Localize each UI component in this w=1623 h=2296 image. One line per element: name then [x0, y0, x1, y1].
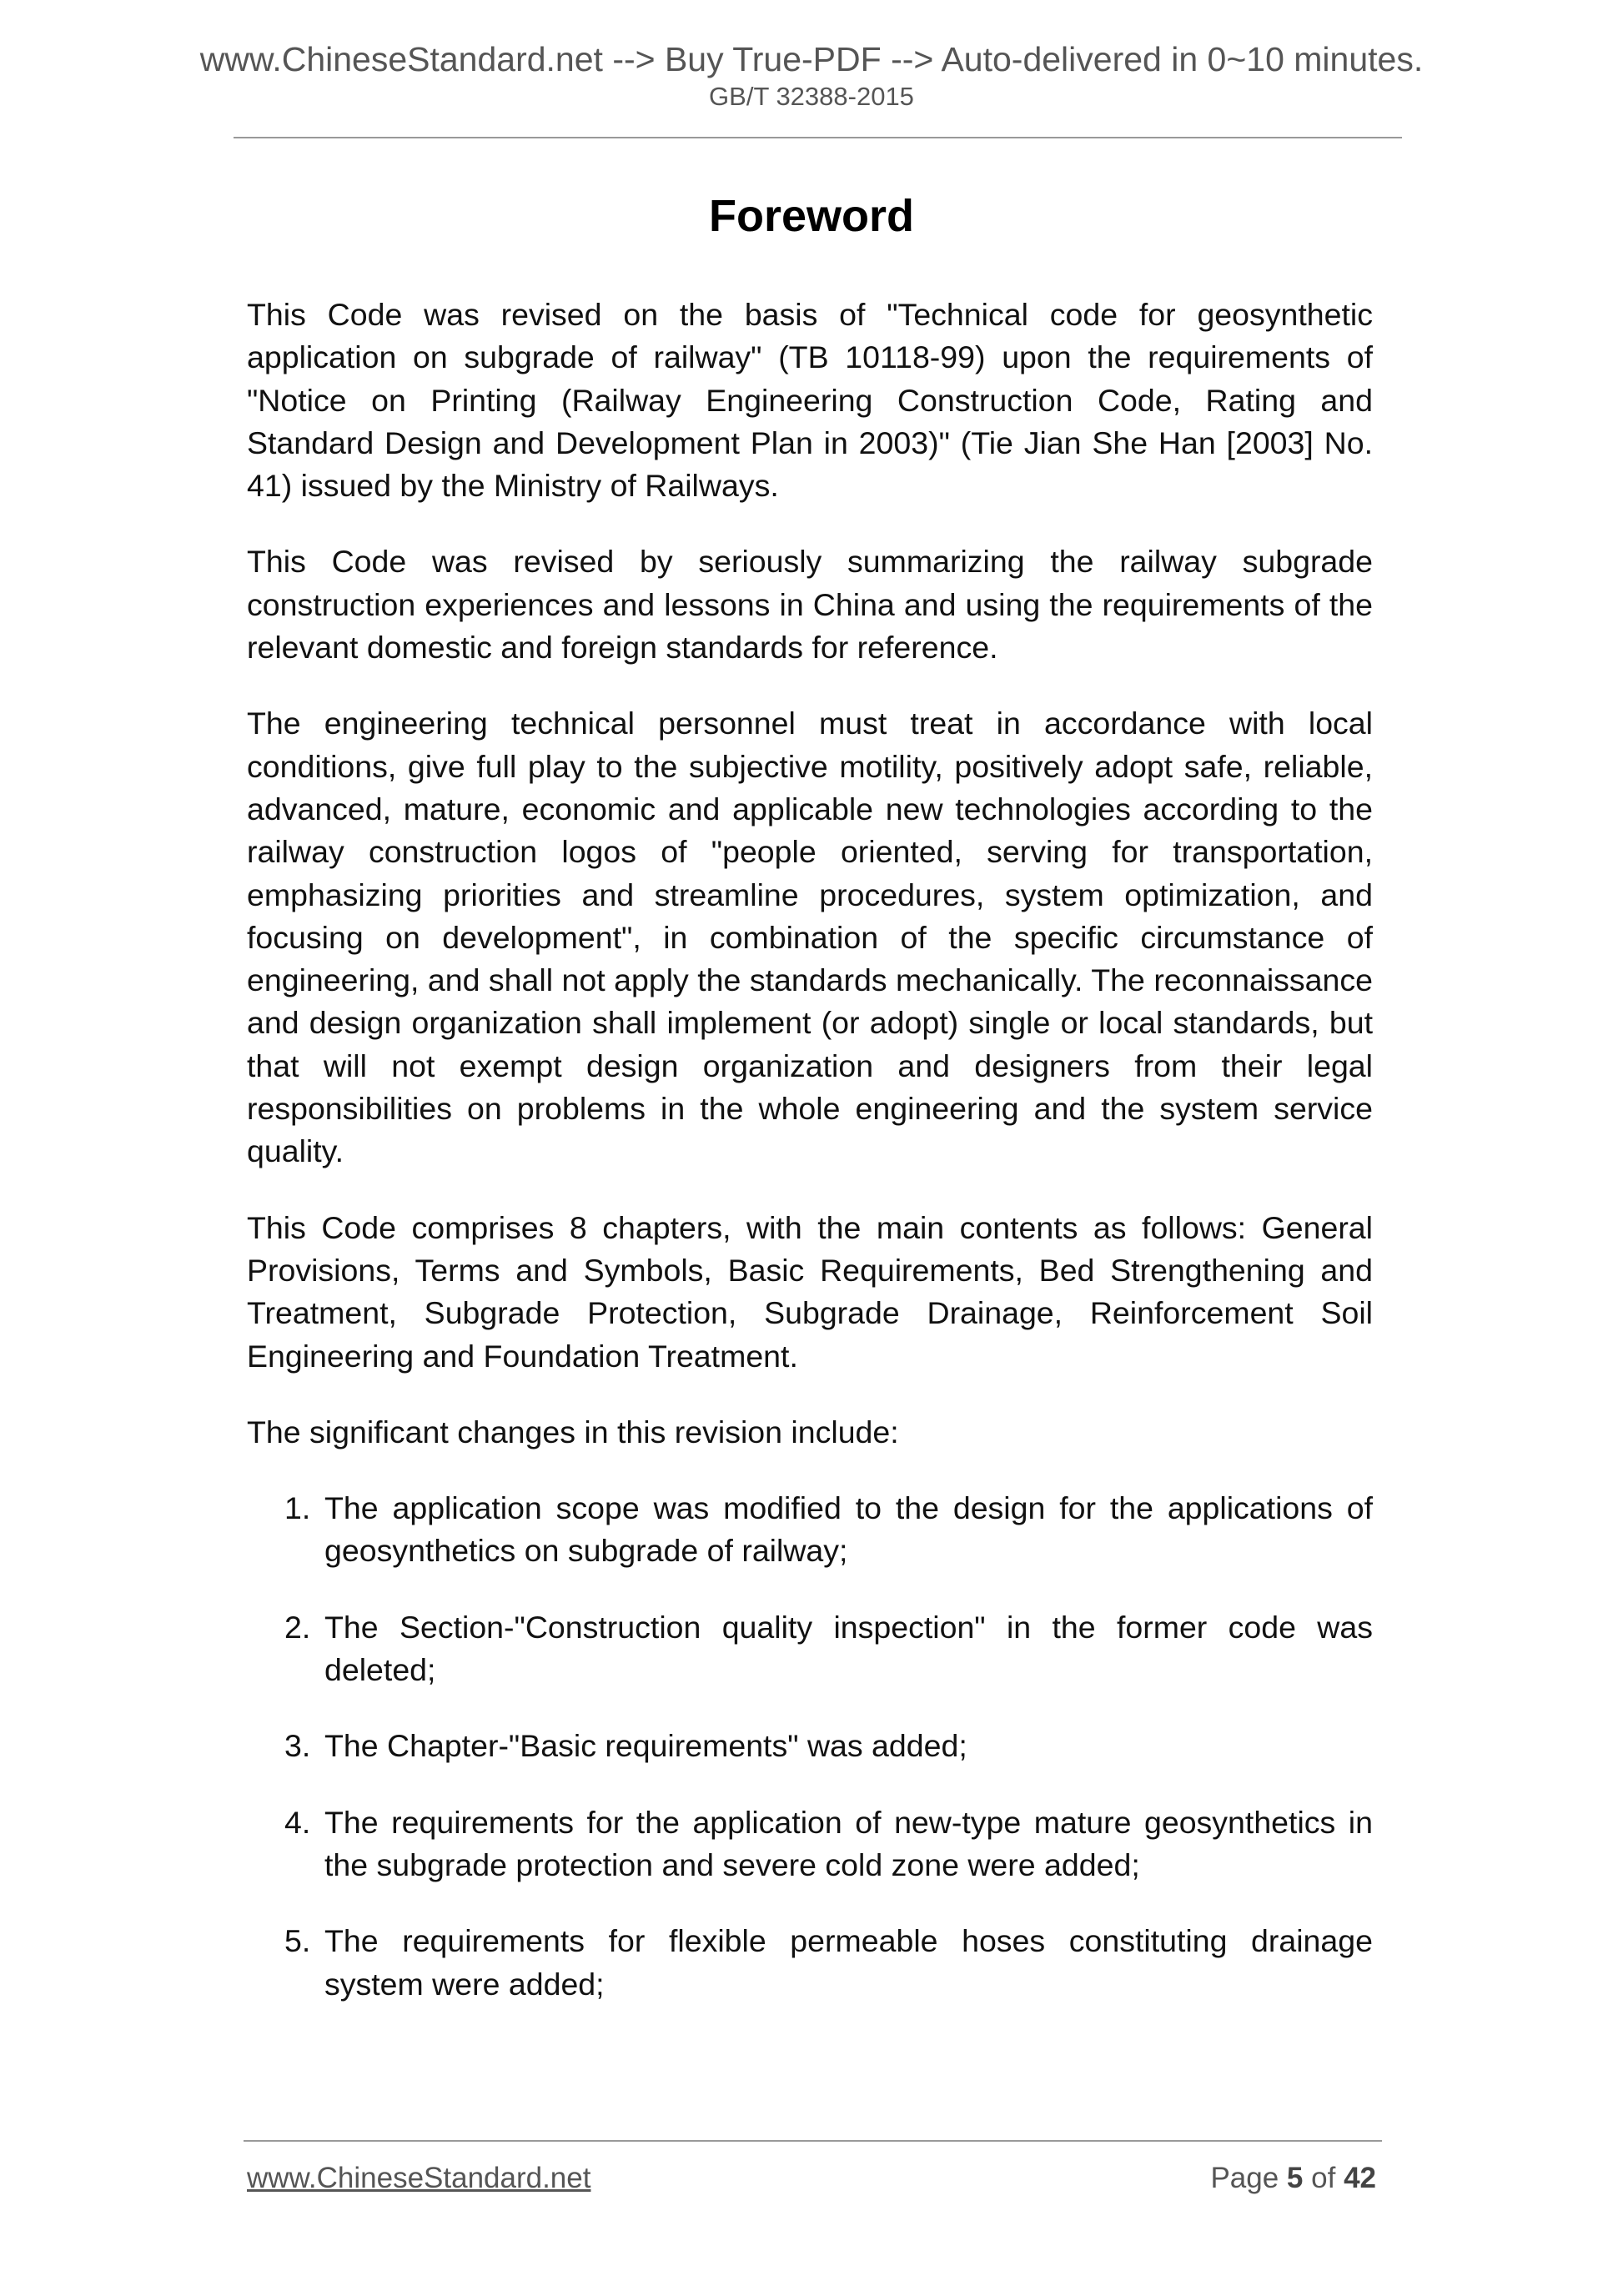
paragraph: This Code was revised on the basis of "Technical code for geosynthetic application on subgrade of railway" (TB 10118-99) upon the requirements of "Notice on Printing (Railway Engineering Construction Code, Rating and Standard Design and Development Plan in 2003)" (Tie Jian She Han [2003] No. 41) issued by the Ministry of Railways.	[247, 297, 1373, 504]
footer-divider	[244, 2140, 1382, 2142]
standard-number: GB/T 32388-2015	[709, 82, 914, 111]
page-of: of	[1311, 2162, 1336, 2194]
paragraph: This Code comprises 8 chapters, with the main contents as follows: General Provisions, Terms and Symbols, Basic Requirements, Bed Strengthening and Treatment, Subgrade Protection, Subgrade Drainage, Reinforcement Soil Engineering and Foundation Treatment.	[247, 1209, 1373, 1374]
list-number: 5.	[284, 1923, 311, 1959]
header-divider	[234, 137, 1402, 138]
changes-list	[247, 1487, 1373, 2006]
footer-website-link[interactable]: www.ChineseStandard.net	[247, 2162, 591, 2194]
foreword-body	[247, 294, 1373, 2039]
list-text: The requirements for the application of new-type mature geosynthetics in the subgrade protection and severe cold zone were added;	[324, 1804, 1373, 1882]
list-item	[247, 1725, 1373, 1767]
page-current: 5	[1286, 2162, 1304, 2194]
list-number: 4.	[284, 1804, 311, 1840]
paragraph: The engineering technical personnel must treat in accordance with local conditions, give full play to the subjective motility, positively adopt safe, reliable, advanced, mature, economic and applicable new technologies according to the railway construction logos of "people oriented, serving for transportation, emphasizing priorities and streamline procedures, system optimization, and focusing on development", in combination of the specific circumstance of engineering, and shall not apply the standards mechanically. The reconnaissance and design organization shall implement (or adopt) single or local standards, but that will not exempt design organization and designers from their legal responsibilities on problems in the whole engineering and the system service quality.	[247, 706, 1373, 1169]
header-banner: www.ChineseStandard.net --> Buy True-PDF --> Auto-delivered in 0~10 minutes.	[199, 40, 1424, 78]
page-title: Foreword	[708, 191, 914, 241]
list-text: The Section-"Construction quality inspection" in the former code was deleted;	[324, 1609, 1373, 1688]
list-item	[247, 1487, 1373, 1573]
list-number: 2.	[284, 1609, 311, 1645]
list-item	[247, 1801, 1373, 1887]
list-item	[247, 1606, 1373, 1692]
page-label: Page	[1210, 2162, 1279, 2194]
list-text: The requirements for flexible permeable hoses constituting drainage system were added;	[324, 1923, 1373, 2002]
list-number: 3.	[284, 1728, 311, 1764]
paragraph: This Code was revised by seriously summarizing the railway subgrade construction experiences and lessons in China and using the requirements of the relevant domestic and foreign standards for reference.	[247, 544, 1373, 666]
page-total: 42	[1344, 2162, 1376, 2194]
list-item	[247, 1920, 1373, 2006]
list-text: The application scope was modified to the design for the applications of geosynthetics on subgrade of railway;	[324, 1490, 1373, 1569]
list-text: The Chapter-"Basic requirements" was added;	[324, 1728, 967, 1764]
page-indicator	[1210, 2162, 1376, 2195]
list-number: 1.	[284, 1490, 311, 1526]
paragraph: The significant changes in this revision include:	[247, 1414, 899, 1449]
